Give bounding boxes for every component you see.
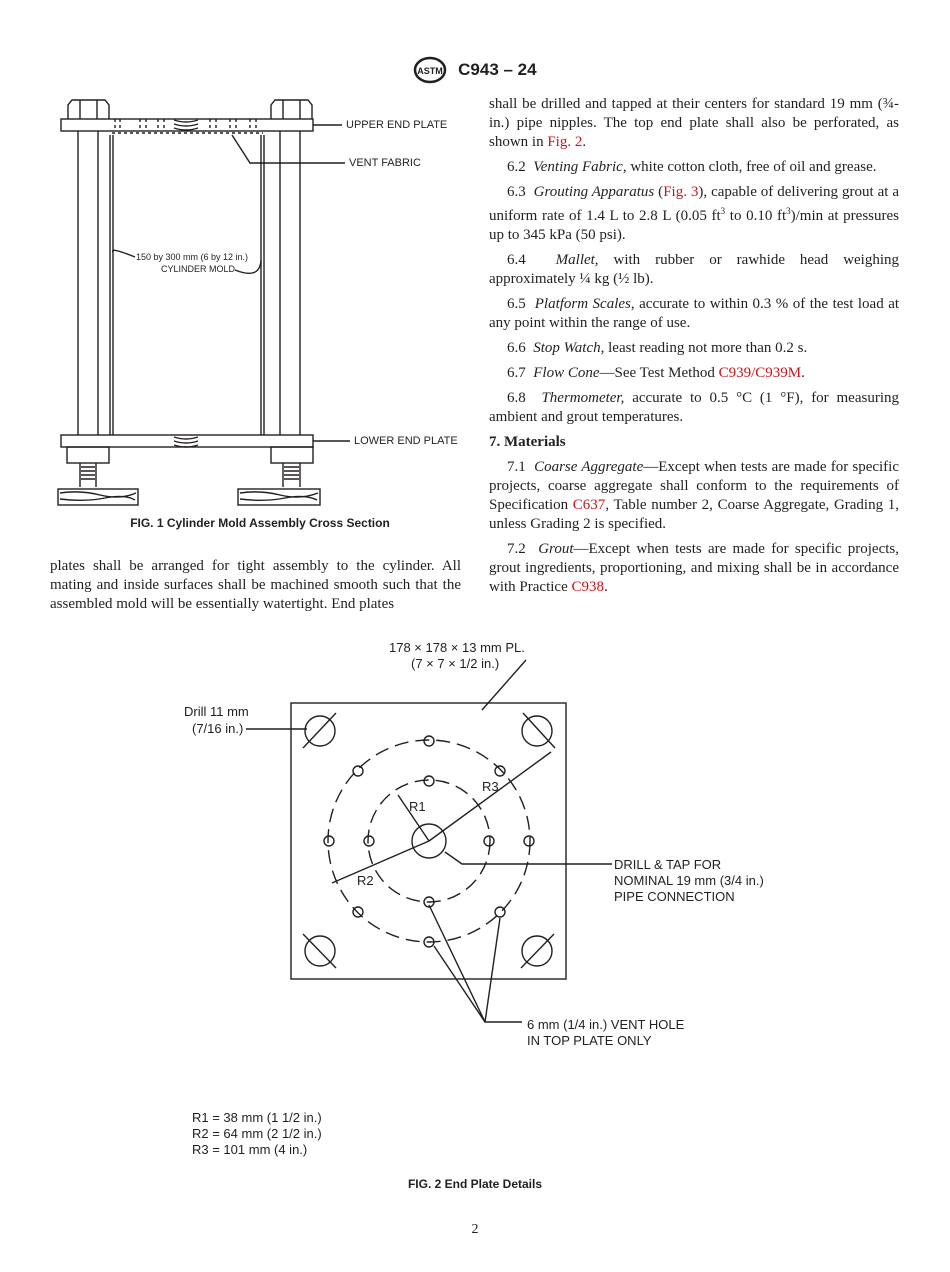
- paragraph-intro: shall be drilled and tapped at their centers for standard 19 mm (¾-in.) pipe nipples. The top end plate shall also be perforated, as shown in Fig. 2.: [489, 96, 899, 150]
- legend-r2: R2 = 64 mm (2 1/2 in.): [192, 1126, 322, 1141]
- label-upper-end-plate: UPPER END PLATE: [346, 119, 448, 131]
- label-mold-line2: CYLINDER MOLD: [161, 264, 236, 274]
- label-r3: R3: [482, 779, 499, 794]
- fig1-drawing: [50, 95, 470, 515]
- left-column-text: [50, 557, 461, 620]
- label-drill-line1: Drill 11 mm: [184, 704, 249, 719]
- link-c637[interactable]: C637: [572, 497, 606, 513]
- paragraph-6-2: 6.2 Venting Fabric, white cotton cloth, free of oil and grease.: [507, 159, 877, 175]
- page-header: [0, 56, 950, 84]
- label-lower-end-plate: LOWER END PLATE: [354, 435, 458, 447]
- link-c938[interactable]: C938: [571, 579, 604, 595]
- link-fig3[interactable]: Fig. 3: [663, 184, 699, 200]
- paragraph-6-8: 6.8 Thermometer, accurate to 0.5 °C (1 °F), for measuring ambient and grout temperatures.: [489, 390, 900, 425]
- paragraph-7-2: 7.2 Grout—Except when tests are made for specific projects, grout ingredients, proportioning, and mixing shall be in accordance with Practice C938.: [489, 541, 900, 595]
- label-tap-line3: PIPE CONNECTION: [614, 889, 735, 904]
- label-r2: R2: [357, 873, 374, 888]
- label-drill-line2: (7/16 in.): [192, 721, 244, 736]
- label-plate-line1: 178 × 178 × 13 mm PL.: [389, 640, 525, 655]
- paragraph-6-7: 6.7 Flow Cone—See Test Method C939/C939M.: [507, 365, 805, 381]
- label-vent-line1: 6 mm (1/4 in.) VENT HOLE: [527, 1017, 685, 1032]
- label-r1: R1: [409, 799, 426, 814]
- paragraph-6-4: 6.4 Mallet, with rubber or rawhide head weighing approximately ¼ kg (½ lb).: [489, 252, 900, 287]
- label-vent-line2: IN TOP PLATE ONLY: [527, 1033, 652, 1048]
- legend-r1: R1 = 38 mm (1 1/2 in.): [192, 1110, 322, 1125]
- section-7-heading: 7. Materials: [489, 434, 566, 450]
- paragraph-6-3: 6.3 Grouting Apparatus (Fig. 3), capable of delivering grout at a uniform rate of 1.4 L to 2.8 L (0.05 $ft^3$ to 0.10 $ft^3)/\min$ at pressures up to 345 kPa (50 psi).: [489, 184, 900, 243]
- right-column: [489, 95, 899, 603]
- link-fig2[interactable]: Fig. 2: [547, 134, 583, 150]
- left-paragraph: plates shall be arranged for tight assembly to the cylinder. All mating and inside surfaces shall be machined smooth such that the assembled mold will be essentially watertight. End plates: [50, 558, 461, 612]
- link-c939[interactable]: C939/C939M: [718, 365, 802, 381]
- paragraph-6-6: 6.6 Stop Watch, least reading not more than 0.2 s.: [507, 340, 808, 356]
- astm-logo: [413, 56, 447, 84]
- label-mold-line1: 150 by 300 mm (6 by 12 in.): [136, 252, 249, 262]
- paragraph-7-1: 7.1 Coarse Aggregate—Except when tests are made for specific projects, coarse aggregate shall conform to the requirements of Specification C637, Table number 2, Coarse Aggregate, Grading 1, unless Grading 2 is specified.: [489, 459, 900, 532]
- label-tap-line1: DRILL & TAP FOR: [614, 857, 722, 872]
- astm-logo-text: ASTM: [417, 66, 444, 76]
- fig2-caption: FIG. 2 End Plate Details: [407, 1177, 543, 1191]
- fig1-caption: FIG. 1 Cylinder Mold Assembly Cross Section: [130, 516, 390, 530]
- label-tap-line2: NOMINAL 19 mm (3/4 in.): [614, 873, 764, 888]
- label-plate-line2: (7 × 7 × 1/2 in.): [411, 656, 500, 671]
- designation: C943 – 24: [458, 60, 537, 79]
- page-number: 2: [471, 1222, 479, 1237]
- fig2-drawing: [0, 630, 950, 1170]
- paragraph-6-5: 6.5 Platform Scales, accurate to within 0.3 % of the test load at any point within the range of use.: [489, 296, 900, 331]
- label-vent-fabric: VENT FABRIC: [349, 157, 421, 169]
- legend-r3: R3 = 101 mm (4 in.): [192, 1142, 308, 1157]
